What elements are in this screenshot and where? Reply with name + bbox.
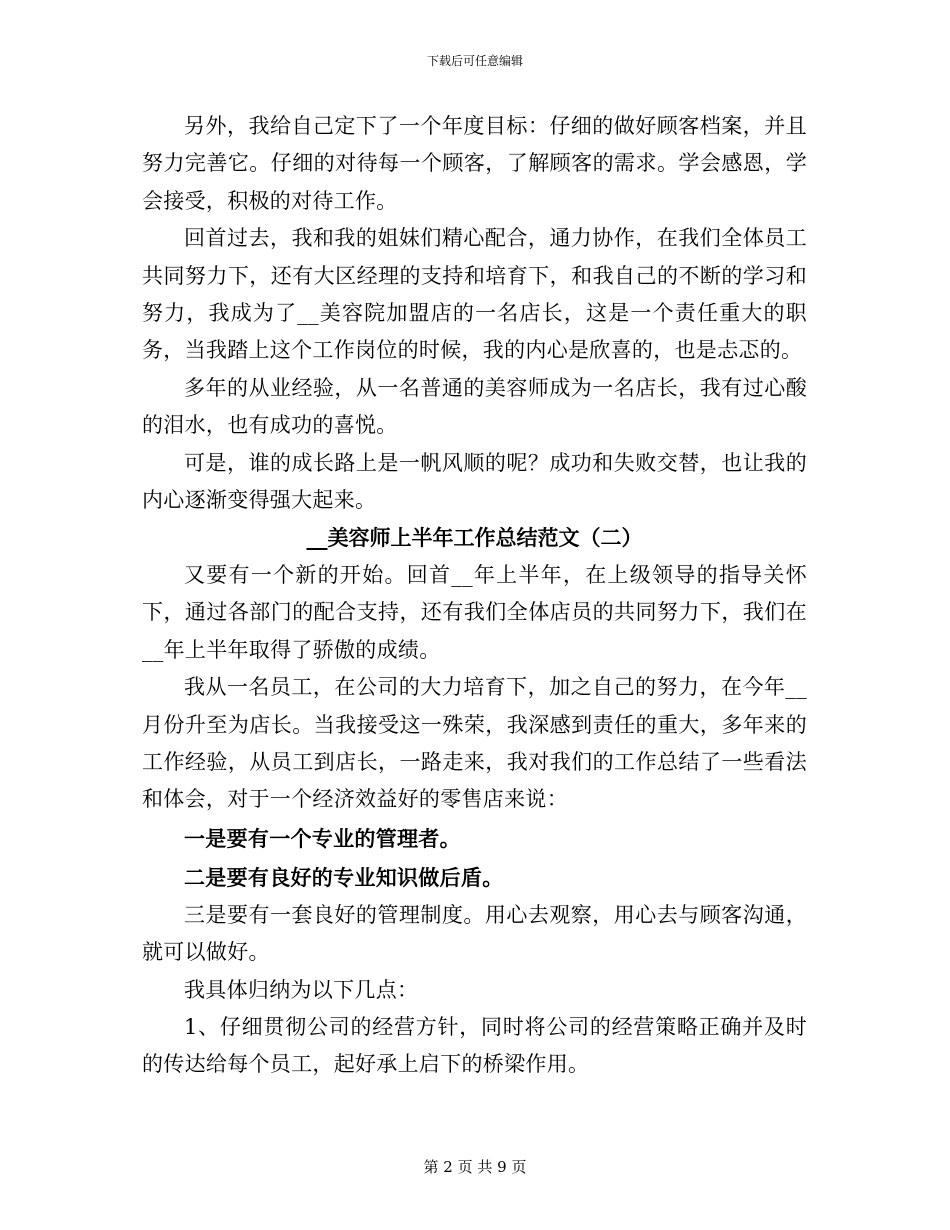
paragraph: 多年的从业经验，从一名普通的美容师成为一名店长，我有过心酸的泪水，也有成功的喜悦。 [142, 375, 807, 438]
page-footer: 第 2 页 共 9 页 [423, 1158, 527, 1176]
paragraph: 我具体归纳为以下几点： [184, 977, 419, 1002]
paragraph: 另外，我给自己定下了一个年度目标：仔细的做好顾客档案，并且努力完善它。仔细的对待每一个顾客，了解顾客的需求。学会感恩，学会接受，积极的对待工作。 [142, 114, 807, 213]
paragraph: 可是，谁的成长路上是一帆风顺的呢？成功和失败交替，也让我的内心逐渐变得强大起来。 [142, 450, 807, 513]
bold-point: 一是要有一个专业的管理者。 [184, 825, 461, 851]
paragraph: 1、仔细贯彻公司的经营方针，同时将公司的经营策略正确并及时的传达给每个员工，起好承上启下的桥梁作用。 [142, 1014, 807, 1077]
paragraph: 又要有一个新的开始。回首__年上半年，在上级领导的指导关怀下，通过各部门的配合支持，还有我们全体店员的共同努力下，我们在__年上半年取得了骄傲的成绩。 [142, 562, 807, 662]
bold-point: 二是要有良好的专业知识做后盾。 [184, 864, 504, 890]
paragraph: 回首过去，我和我的姐妹们精心配合，通力协作，在我们全体员工共同努力下，还有大区经理的支持和培育下，和我自己的不断的学习和努力，我成为了__美容院加盟店的一名店长，这是一个责任重大的职务，当我踏上这个工作岗位的时候，我的内心是欣喜的，也是忐忑的。 [142, 226, 807, 363]
document-body [142, 108, 807, 1084]
section-heading: __美容师上半年工作总结范文（二） [306, 525, 643, 551]
paragraph: 三是要有一套良好的管理制度。用心去观察，用心去与顾客沟通，就可以做好。 [142, 902, 807, 965]
page-header: 下载后可任意编辑 [426, 54, 523, 68]
paragraph: 我从一名员工，在公司的大力培育下，加之自己的努力，在今年__月份升至为店长。当我接受这一殊荣，我深感到责任的重大，多年来的工作经验，从员工到店长，一路走来，我对我们的工作总结了一些看法和体会，对于一个经济效益好的零售店来说： [142, 675, 807, 812]
